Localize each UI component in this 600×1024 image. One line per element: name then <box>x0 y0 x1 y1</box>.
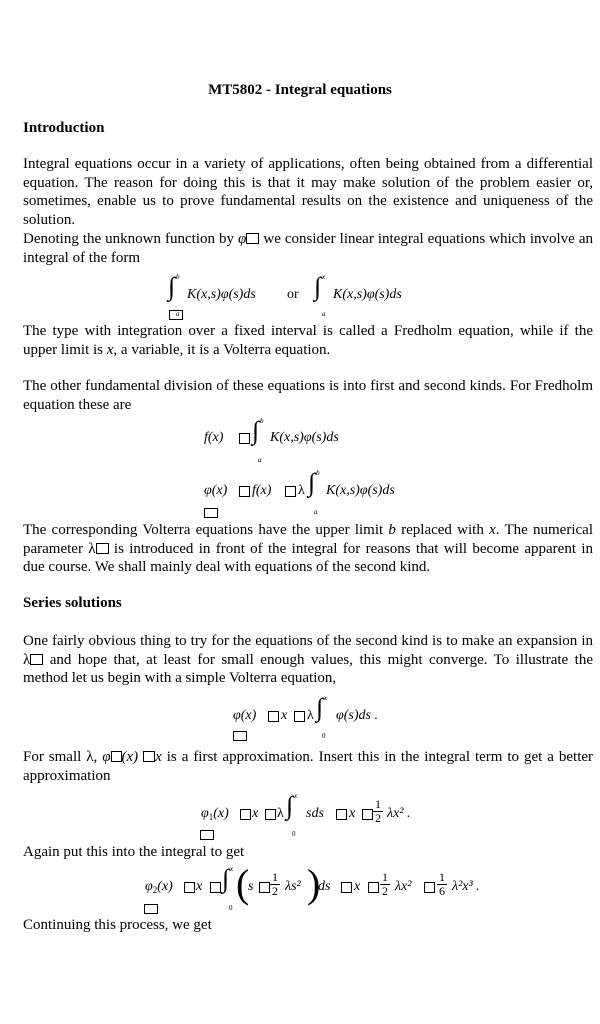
integral-sign: ∫ <box>252 416 260 445</box>
fraction-half: $\frac{1}{2}$ <box>375 797 381 825</box>
fraction-sixth: $\frac{1}{6}$ <box>439 870 445 898</box>
placeholder-box <box>424 882 435 893</box>
fraction-half: $\frac{1}{2}$ <box>272 870 278 898</box>
integral-sign: ∫ <box>222 864 230 893</box>
placeholder-box <box>362 809 373 820</box>
paragraph-intro: Integral equations occur in a variety of applications, often being obtained from a differential equation. The reason for doing this is that it may make solution of the problem easier or, sometimes, enable us to prove fundamental results on the existence and uniqueness of the solution. <box>23 156 593 228</box>
placeholder-box <box>246 233 259 244</box>
placeholder-box <box>294 711 305 722</box>
placeholder-box <box>210 882 221 893</box>
section-heading-introduction: Introduction <box>23 120 105 136</box>
placeholder-box <box>368 882 379 893</box>
paragraph-first-approximation: For small λ, φ (x) x is a first approximation. Insert this in the integral term to get a better approximation <box>23 749 594 784</box>
placeholder-box <box>239 486 250 497</box>
placeholder-box <box>259 882 270 893</box>
fraction-half: $\frac{1}{2}$ <box>382 870 388 898</box>
placeholder-box <box>336 809 347 820</box>
placeholder-box <box>239 433 250 444</box>
placeholder-box <box>143 751 155 762</box>
integral-sign: ∫ <box>314 272 322 301</box>
paragraph-volterra-corresponding: The corresponding Volterra equations have the upper limit b replaced with x. The numerical parameter λ is introduced in front of the integral for reasons that will become apparent in due course. We shall mainly deal with equations of the second kind. <box>23 522 594 575</box>
page-title: MT5802 - Integral equations <box>208 82 392 98</box>
placeholder-box <box>285 486 296 497</box>
placeholder-box <box>30 654 43 665</box>
placeholder-box <box>204 508 218 518</box>
paragraph-series-intro: One fairly obvious thing to try for the equations of the second kind is to make an expansion in λ and hope that, at least for small enough values, this might converge. To illustrate the method let us begin with a simple Volterra equation, <box>23 633 594 686</box>
placeholder-box <box>200 830 214 840</box>
placeholder-box <box>240 809 251 820</box>
phi-symbol: φ <box>238 231 247 247</box>
paragraph-again: Again put this into the integral to get <box>23 844 245 860</box>
integral-sign: ∫ <box>168 272 176 301</box>
placeholder-box <box>144 904 158 914</box>
placeholder-box <box>169 310 183 320</box>
right-paren: ) <box>307 861 321 906</box>
document-page: MT5802 - Integral equations Introduction Integral equations occur in a variety of applications, often being obtained from a differential equation. The reason for doing this is that it may make solution of the problem easier or, sometimes, enable us to prove fundamental results on the existence and uniqueness of the solution. Denoting the unknown function by φ we consider linear integral equations which involve an integral of the form b ∫ a K(x,s)φ(s)ds or x ∫ a K(x,s)φ(s)ds The type with integration over a fixed interval is called a Fredholm equation, while if the upper limit is x, a variable, it is a Volterra equation. The other fundamental division of these equations is into first and second kinds. For Fredholm equation these are f(x) b ∫ a K(x,s)φ(s)ds φ(x) f(x) λ b ∫ a K(x,s)φ(s)ds The corresponding Volterra equations have the upper limit b replaced with x. The numerical parameter λ is introduced in front of the integral for reasons that will become apparent in due course. We shall mainly deal with equations of the second kind. Series solutions One fairly obvious thing to try for the equations of the second kind is to make an expansion in λ and hope that, at least for small enough values, this might converge. To illustrate the method let us begin with a simple Volterra equation, φ(x) x λ x ∫ 0 φ(s)ds . For small λ, φ (x) x is a first approximation. Insert this in the integral term to get a better approximation $\varphi_1(x)$ x λ x ∫ 0 sds x $\frac{1}{2}$ λx² . Again put this into the integral to get $\varphi_2(x)$ x x ∫ 0 ( s $\frac{1}{2}$ λs² ) ds x $\frac{1}{2}$ λx² $\frac{1}{6}$ λ²x³ . Continuing this process, we get <box>0 0 600 1024</box>
placeholder-box <box>233 731 247 741</box>
integral-sign: ∫ <box>308 468 316 497</box>
placeholder-box <box>341 882 352 893</box>
integral-sign: ∫ <box>316 693 324 722</box>
placeholder-box <box>184 882 195 893</box>
placeholder-box <box>111 751 122 762</box>
paragraph-fredholm-volterra: The type with integration over a fixed interval is called a Fredholm equation, while if the upper limit is x, a variable, it is a Volterra equation. <box>23 323 593 358</box>
left-paren: ( <box>236 861 250 906</box>
integral-sign: ∫ <box>286 791 294 820</box>
paragraph-unknown-function: Denoting the unknown function by φ we consider linear integral equations which involve an integral of the form <box>23 231 593 266</box>
paragraph-kinds: The other fundamental division of these equations is into first and second kinds. For Fredholm equation these are <box>23 378 593 413</box>
placeholder-box <box>268 711 279 722</box>
placeholder-box <box>265 809 276 820</box>
section-heading-series: Series solutions <box>23 595 122 611</box>
placeholder-box <box>96 543 109 554</box>
paragraph-continuing: Continuing this process, we get <box>23 917 212 933</box>
